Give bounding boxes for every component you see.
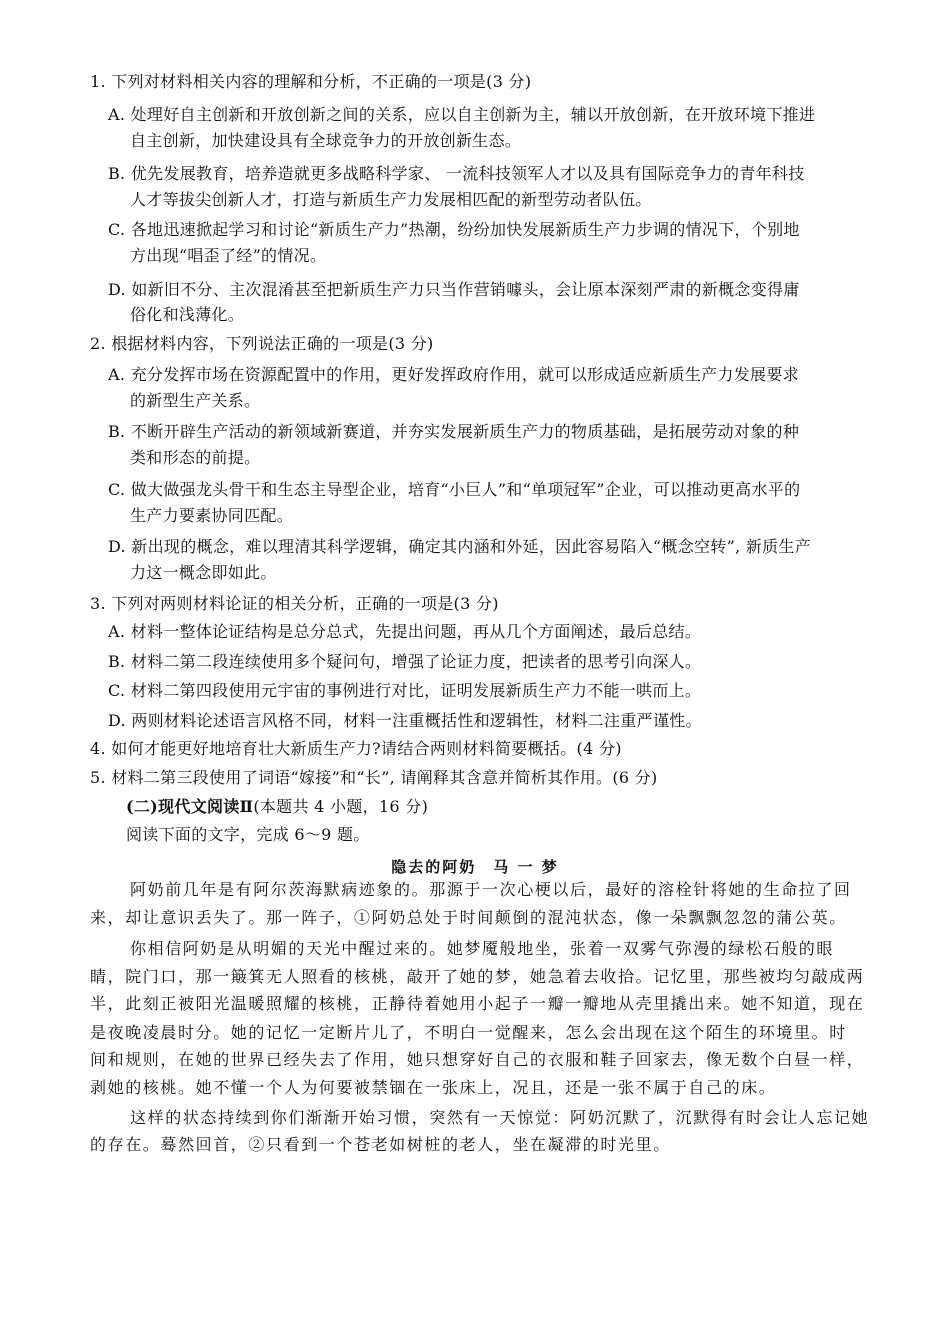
- q2-option-c-cont: 生产力要素协同匹配。: [130, 506, 294, 525]
- q1-option-b: B. 优先发展教育，培养造就更多战略科学家、 一流科技领军人才以及具有国际竞争力的青年科技: [108, 164, 805, 183]
- passage-p2-line2: 睛，院门口，那一簸箕无人照看的核桃，敲开了她的梦，她急着去收拾。记忆里，那些被均匀敲成两: [90, 967, 865, 986]
- q1-option-d: D. 如新旧不分、主次混淆甚至把新质生产力只当作营销噱头，会让原本深刻严肃的新概念变得庸: [108, 280, 800, 299]
- q2-option-d-cont: 力这一概念即如此。: [130, 563, 277, 582]
- q2-option-b: B. 不断开辟生产活动的新领域新赛道，并夯实发展新质生产力的物质基础，是拓展劳动对象的种: [108, 422, 800, 441]
- q2-option-d: D. 新出现的概念，难以理清其科学逻辑，确定其内涵和外延，因此容易陷入“概念空转”, 新质生产: [108, 537, 812, 556]
- passage-p2-line1: 你相信阿奶是从明媚的天光中醒过来的。她梦魇般地坐，张着一双雾气弥漫的绿松石般的眼: [130, 939, 835, 958]
- q1-option-a-cont: 自主创新，加快建设具有全球竞争力的开放创新生态。: [130, 131, 522, 150]
- q2-option-c: C. 做大做强龙头骨干和生态主导型企业，培育“小巨人”和“单项冠军”企业，可以推动更高水平的: [108, 480, 801, 499]
- passage-p1-line2: 来，却让意识丢失了。那一阵子，①阿奶总处于时间颠倒的混沌状态，像一朵飘飘忽忽的蒲公英。: [90, 908, 847, 927]
- passage-p3-line2: 的存在。蓦然回首，②只看到一个苍老如树桩的老人，坐在凝滞的时光里。: [90, 1135, 671, 1154]
- q1-option-b-cont: 人才等拔尖创新人才，打造与新质生产力发展相匹配的新型劳动者队伍。: [130, 190, 652, 209]
- q3-option-a: A. 材料一整体论证结构是总分总式，先提出问题，再从几个方面阐述，最后总结。: [108, 622, 702, 641]
- section-instruction: 阅读下面的文字，完成 6～9 题。: [126, 825, 370, 844]
- q3-stem: 3. 下列对两则材料论证的相关分析，正确的一项是(3 分): [90, 594, 499, 613]
- q3-option-c: C. 材料二第四段使用元宇宙的事例进行对比，证明发展新质生产力不能一哄而上。: [108, 681, 702, 700]
- passage-p1-line1: 阿奶前几年是有阿尔茨海默病迹象的。那源于一次心梗以后，最好的溶栓针将她的生命拉了回: [130, 880, 852, 899]
- q1-option-a: A. 处理好自主创新和开放创新之间的关系，应以自主创新为主，辅以开放创新，在开放环境下推进: [108, 105, 816, 124]
- section-meta: (本题共 4 小题，16 分): [253, 797, 429, 816]
- q2-option-a-cont: 的新型生产关系。: [130, 391, 261, 410]
- passage-p3-line1: 这样的状态持续到你们渐渐开始习惯，突然有一天惊觉：阿奶沉默了，沉默得有时会让人忘记她: [130, 1108, 870, 1127]
- q2-stem: 2. 根据材料内容，下列说法正确的一项是(3 分): [90, 334, 434, 353]
- q1-option-c-cont: 方出现“唱歪了经”的情况。: [130, 246, 327, 265]
- passage-p2-line4: 是夜晚凌晨时分。她的记忆一定断片儿了，不明白一觉醒来，怎么会出现在这个陌生的环境里。时: [90, 1023, 847, 1042]
- q2-option-b-cont: 类和形态的前提。: [130, 448, 261, 467]
- q1-stem: 1. 下列对材料相关内容的理解和分析，不正确的一项是(3 分): [90, 72, 532, 91]
- passage-p2-line3: 半，此刻正被阳光温暖照耀的核桃，正静待着她用小起子一瓣一瓣地从壳里撬出来。她不知道，现在: [90, 994, 865, 1013]
- passage-title: 隐去的阿奶 马 一 梦: [391, 858, 559, 876]
- q1-option-c: C. 各地迅速掀起学习和讨论“新质生产力”热潮，纷纷加快发展新质生产力步调的情况下，个别地: [108, 220, 800, 239]
- q1-option-d-cont: 俗化和浅薄化。: [130, 305, 245, 324]
- q4: 4. 如何才能更好地培育壮大新质生产力?请结合两则材料简要概括。(4 分): [90, 739, 622, 758]
- section-heading: [126, 796, 428, 818]
- section-title: (二)现代文阅读Ⅱ: [126, 797, 254, 816]
- q5: 5. 材料二第三段使用了词语“嫁接”和“长”, 请阐释其含意并简析其作用。(6 分): [90, 768, 658, 787]
- passage-p2-line5: 间和规则，在她的世界已经失去了作用，她只想穿好自己的衣服和鞋子回家去，像无数个白昼一样，: [90, 1050, 865, 1069]
- q3-option-b: B. 材料二第二段连续使用多个疑问句，增强了论证力度，把读者的思考引向深人。: [108, 652, 702, 671]
- q3-option-d: D. 两则材料论述语言风格不同，材料一注重概括性和逻辑性，材料二注重严谨性。: [108, 711, 702, 730]
- q2-option-a: A. 充分发挥市场在资源配置中的作用，更好发挥政府作用，就可以形成适应新质生产力发展要求: [108, 365, 799, 384]
- passage-p2-line6: 剥她的核桃。她不懂一个人为何要被禁锢在一张床上，况且，还是一张不属于自己的床。: [90, 1078, 777, 1097]
